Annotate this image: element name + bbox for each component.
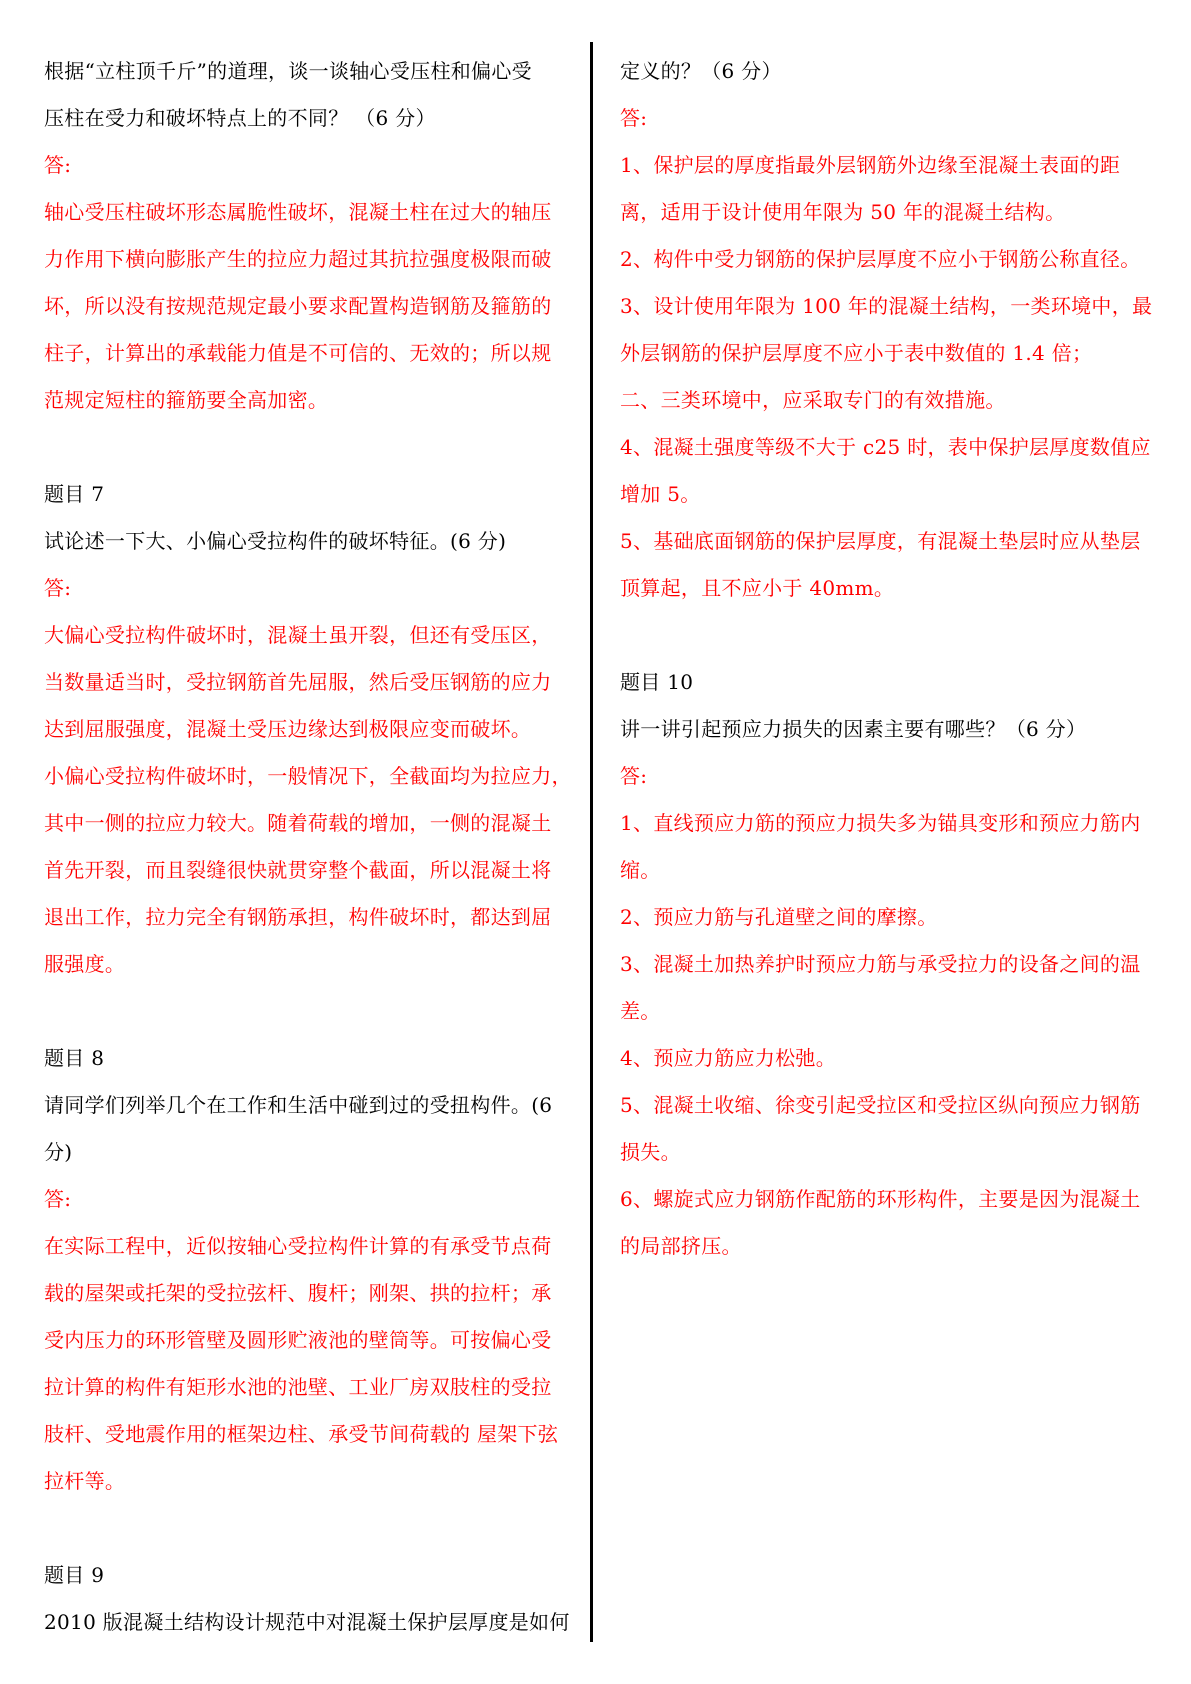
spacer: [44, 424, 578, 471]
answer-line: 5、基础底面钢筋的保护层厚度，有混凝土垫层时应从垫层: [620, 529, 1141, 553]
spacer: [44, 988, 578, 1035]
left-column: [44, 48, 578, 1646]
answer-line: 4、预应力筋应力松弛。: [620, 1046, 837, 1070]
answer-line: 1、保护层的厚度指最外层钢筋外边缘至混凝土表面的距: [620, 153, 1121, 177]
answer-label: 答:: [44, 153, 72, 177]
answer-line: 的局部挤压。: [620, 1234, 742, 1258]
answer-line: 服强度。: [44, 952, 126, 976]
question-line: 请同学们列举几个在工作和生活中碰到过的受扭构件。(6: [44, 1093, 553, 1117]
right-column: [620, 48, 1155, 1270]
answer-line: 离，适用于设计使用年限为 50 年的混凝土结构。: [620, 200, 1066, 224]
answer-line: 差。: [620, 999, 661, 1023]
answer-line: 轴心受压柱破坏形态属脆性破坏，混凝土柱在过大的轴压: [44, 200, 552, 224]
answer-line: 首先开裂，而且裂缝很快就贯穿整个截面，所以混凝土将: [44, 858, 552, 882]
answer-line: 小偏心受拉构件破坏时，一般情况下，全截面均为拉应力，: [44, 764, 572, 788]
answer-line: 4、混凝土强度等级不大于 c25 时，表中保护层厚度数值应: [620, 435, 1151, 459]
answer-line: 6、螺旋式应力钢筋作配筋的环形构件，主要是因为混凝土: [620, 1187, 1141, 1211]
answer-line: 范规定短柱的箍筋要全高加密。: [44, 388, 329, 412]
answer-label: 答:: [620, 106, 648, 130]
answer-line: 2、构件中受力钢筋的保护层厚度不应小于钢筋公称直径。: [620, 247, 1141, 271]
answer-line: 拉计算的构件有矩形水池的池壁、工业厂房双肢柱的受拉: [44, 1375, 552, 1399]
answer-line: 柱子，计算出的承载能力值是不可信的、无效的；所以规: [44, 341, 552, 365]
answer-line: 3、混凝土加热养护时预应力筋与承受拉力的设备之间的温: [620, 952, 1141, 976]
answer-line: 坏，所以没有按规范规定最小要求配置构造钢筋及箍筋的: [44, 294, 552, 318]
answer-label: 答:: [44, 1187, 72, 1211]
spacer: [620, 612, 1155, 659]
answer-line: 5、混凝土收缩、徐变引起受拉区和受拉区纵向预应力钢筋: [620, 1093, 1141, 1117]
answer-line: 大偏心受拉构件破坏时，混凝土虽开裂，但还有受压区，: [44, 623, 552, 647]
answer-line: 在实际工程中，近似按轴心受拉构件计算的有承受节点荷: [44, 1234, 552, 1258]
answer-line: 拉杆等。: [44, 1469, 126, 1493]
question-title: 题目 10: [620, 670, 694, 694]
answer-line: 肢杆、受地震作用的框架边柱、承受节间荷载的 屋架下弦: [44, 1422, 559, 1446]
answer-line: 1、直线预应力筋的预应力损失多为锚具变形和预应力筋内: [620, 811, 1141, 835]
answer-line: 载的屋架或托架的受拉弦杆、腹杆；刚架、拱的拉杆；承: [44, 1281, 552, 1305]
answer-line: 退出工作，拉力完全有钢筋承担，构件破坏时，都达到屈: [44, 905, 552, 929]
answer-line: 缩。: [620, 858, 661, 882]
answer-line: 损失。: [620, 1140, 681, 1164]
question-line: 讲一讲引起预应力损失的因素主要有哪些？（6 分）: [620, 717, 1087, 741]
answer-line: 顶算起，且不应小于 40mm。: [620, 576, 895, 600]
question-title: 题目 9: [44, 1563, 105, 1587]
answer-label: 答:: [44, 576, 72, 600]
answer-line: 增加 5。: [620, 482, 701, 506]
question-line: 根据“立柱顶千斤”的道理，谈一谈轴心受压柱和偏心受: [44, 59, 532, 83]
answer-label: 答:: [620, 764, 648, 788]
question-line: 分): [44, 1140, 73, 1164]
question-line: 试论述一下大、小偏心受拉构件的破坏特征。(6 分): [44, 529, 507, 553]
answer-line: 其中一侧的拉应力较大。随着荷载的增加，一侧的混凝土: [44, 811, 552, 835]
question-title: 题目 7: [44, 482, 105, 506]
spacer: [44, 1505, 578, 1552]
answer-line: 达到屈服强度，混凝土受压边缘达到极限应变而破坏。: [44, 717, 532, 741]
answer-line: 2、预应力筋与孔道壁之间的摩擦。: [620, 905, 938, 929]
answer-line: 当数量适当时，受拉钢筋首先屈服，然后受压钢筋的应力: [44, 670, 552, 694]
answer-line: 力作用下横向膨胀产生的拉应力超过其抗拉强度极限而破: [44, 247, 552, 271]
answer-line: 受内压力的环形管壁及圆形贮液池的壁筒等。可按偏心受: [44, 1328, 552, 1352]
answer-line: 二、三类环境中，应采取专门的有效措施。: [620, 388, 1006, 412]
question-line: 定义的？（6 分）: [620, 59, 782, 83]
column-divider: [590, 42, 593, 1642]
question-line: 2010 版混凝土结构设计规范中对混凝土保护层厚度是如何: [44, 1610, 570, 1634]
answer-line: 外层钢筋的保护层厚度不应小于表中数值的 1.4 倍；: [620, 341, 1093, 365]
answer-line: 3、设计使用年限为 100 年的混凝土结构，一类环境中，最: [620, 294, 1153, 318]
question-title: 题目 8: [44, 1046, 105, 1070]
question-line: 压柱在受力和破坏特点上的不同？ （6 分）: [44, 106, 436, 130]
